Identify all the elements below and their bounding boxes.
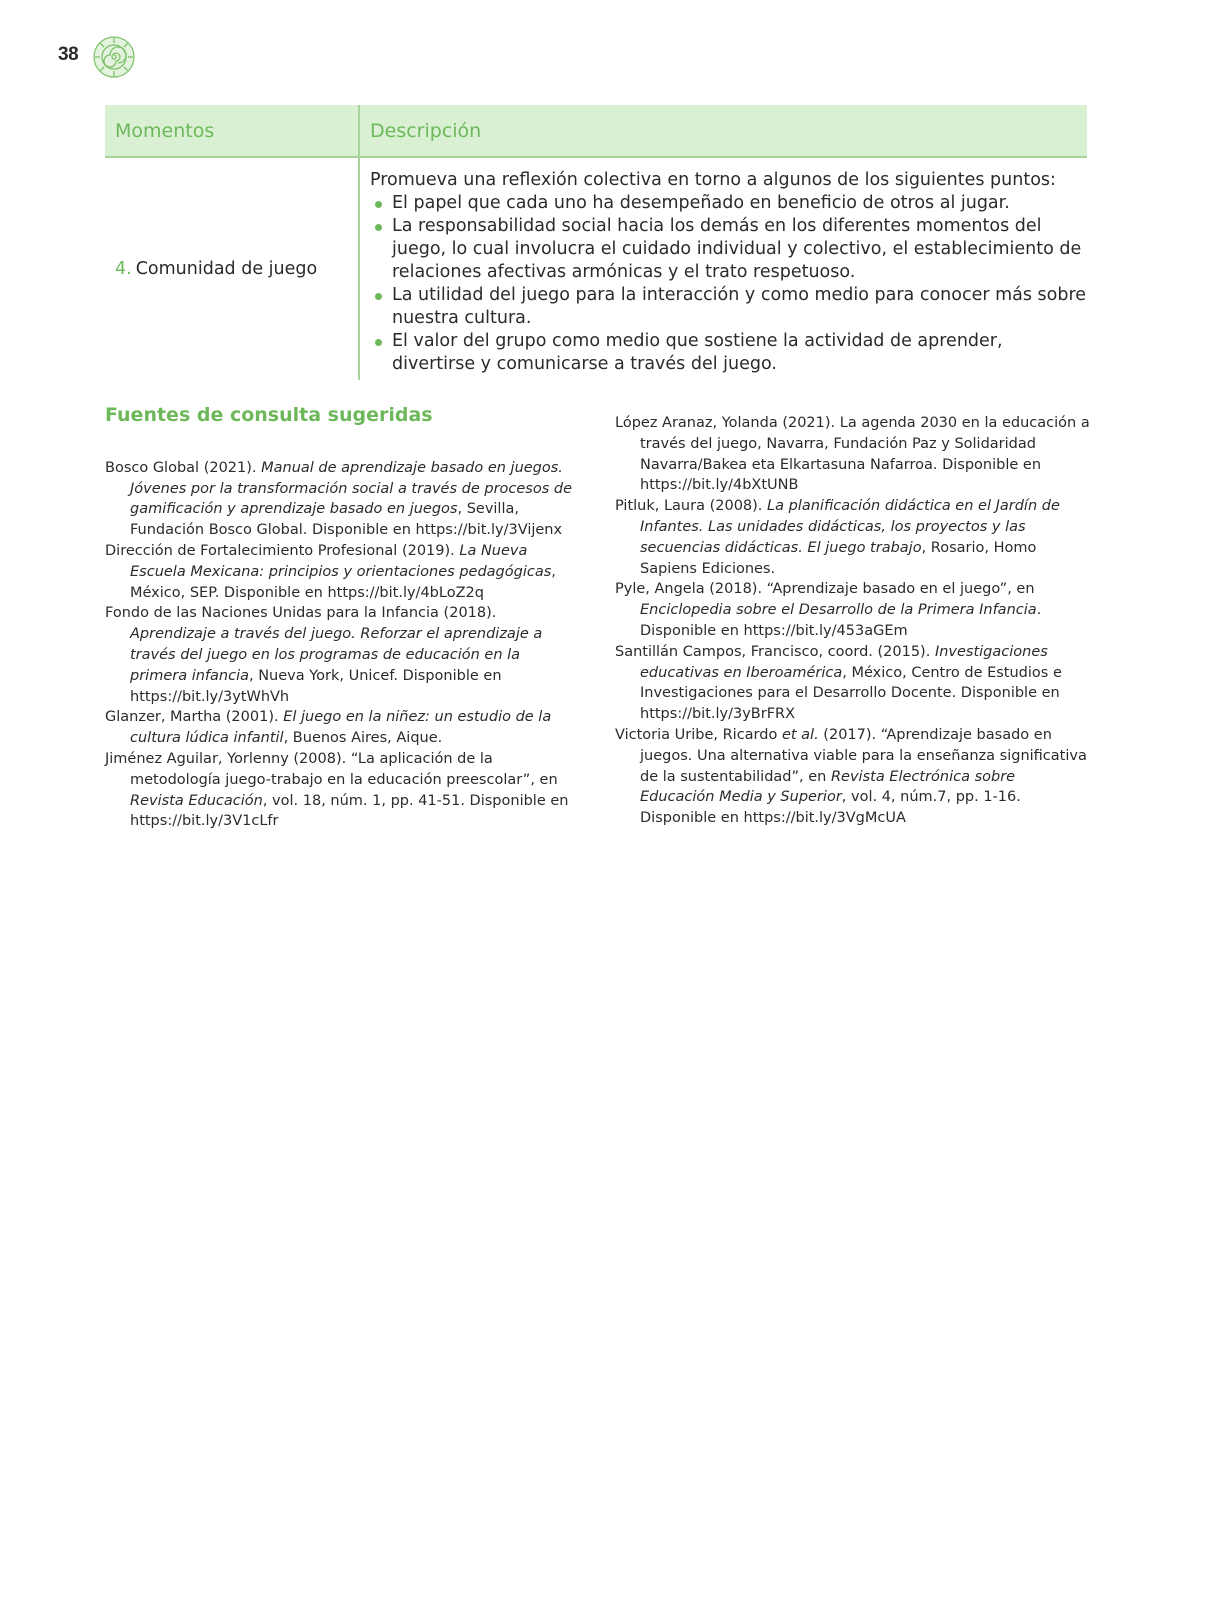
header-momentos: Momentos (105, 105, 360, 156)
table-header (105, 105, 1087, 158)
moment-label: Comunidad de juego (135, 259, 318, 279)
sources-title: Fuentes de consulta sugeridas (105, 404, 433, 426)
reference-item: Pitluk, Laura (2008). La planificación didáctica en el Jardín de Infantes. Las unidades didácticas, los proyectos y las secuencias didácticas. El juego trabajo, Rosario, Homo Sapiens Ediciones. (615, 498, 1060, 577)
reference-item: Bosco Global (2021). Manual de aprendizaje basado en juegos. Jóvenes por la transformación social a través de procesos de gamificación y aprendizaje basado en juegos, Sevilla, Fundación Bosco Global. Disponible en https://bit.ly/3Vijenx (105, 459, 573, 539)
moment-cell (105, 158, 360, 380)
description-cell (360, 158, 1087, 380)
description-intro: Promueva una reflexión colectiva en torno a algunos de los siguientes puntos: (370, 170, 1056, 190)
sources-left-column (105, 405, 575, 832)
list-item: El valor del grupo como medio que sostiene la actividad de aprender, divertirse y comunicarse a través del juego. (370, 330, 1087, 376)
spiral-logo-icon (93, 36, 135, 78)
list-item: El papel que cada uno ha desempeñado en beneficio de otros al jugar. (370, 192, 1087, 215)
reference-item: Glanzer, Martha (2001). El juego en la niñez: un estudio de la cultura lúdica infantil, Buenos Aires, Aique. (105, 709, 552, 747)
header-descripcion: Descripción (370, 119, 482, 142)
reference-item: Jiménez Aguilar, Yorlenny (2008). “La aplicación de la metodología juego-trabajo en la educación preescolar”, en Revista Educación, vol. 18, núm. 1, pp. 41-51. Disponible en https://bit.ly/3V1cLfr (105, 750, 569, 830)
description-list (370, 192, 1087, 376)
table-row (105, 158, 1087, 380)
sources-right-column (615, 413, 1090, 829)
page-number: 38 (58, 44, 79, 65)
list-item: La responsabilidad social hacia los demás en los diferentes momentos del juego, lo cual involucra el cuidado individual y colectivo, el establecimiento de relaciones afectivas armónicas y el trato respetuoso. (370, 215, 1087, 284)
reference-item: López Aranaz, Yolanda (2021). La agenda 2030 en la educación a través del juego, Navarra, Fundación Paz y Solidaridad Navarra/Bakea eta Elkartasuna Nafarroa. Disponible en https://bit.ly/4bXtUNB (615, 415, 1090, 494)
moments-table (105, 105, 1087, 380)
reference-item: Fondo de las Naciones Unidas para la Infancia (2018). Aprendizaje a través del juego. Reforzar el aprendizaje a través del juego en los programas de educación en la primera infancia, Nueva York, Unicef. Disponible en https://bit.ly/3ytWhVh (105, 605, 543, 705)
reference-item: Victoria Uribe, Ricardo et al. (2017). “Aprendizaje basado en juegos. Una alternativa viable para la enseñanza significativa de la sustentabilidad”, en Revista Electrónica sobre Educación Media y Superior, vol. 4, núm.7, pp. 1-16. Disponible en https://bit.ly/3VgMcUA (615, 726, 1087, 827)
reference-item: Santillán Campos, Francisco, coord. (2015). Investigaciones educativas en Iberoamérica, México, Centro de Estudios e Investigaciones para el Desarrollo Docente. Disponible en https://bit.ly/3yBrFRX (615, 643, 1062, 723)
reference-item: Dirección de Fortalecimiento Profesional (2019). La Nueva Escuela Mexicana: principios y orientaciones pedagógicas, México, SEP. Disponible en https://bit.ly/4bLoZ2q (105, 542, 556, 601)
moment-number: 4. (115, 259, 132, 279)
reference-item: Pyle, Angela (2018). “Aprendizaje basado en el juego”, en Enciclopedia sobre el Desarrollo de la Primera Infancia. Disponible en https://bit.ly/453aGEm (615, 581, 1042, 639)
list-item: La utilidad del juego para la interacción y como medio para conocer más sobre nuestra cultura. (370, 284, 1087, 330)
